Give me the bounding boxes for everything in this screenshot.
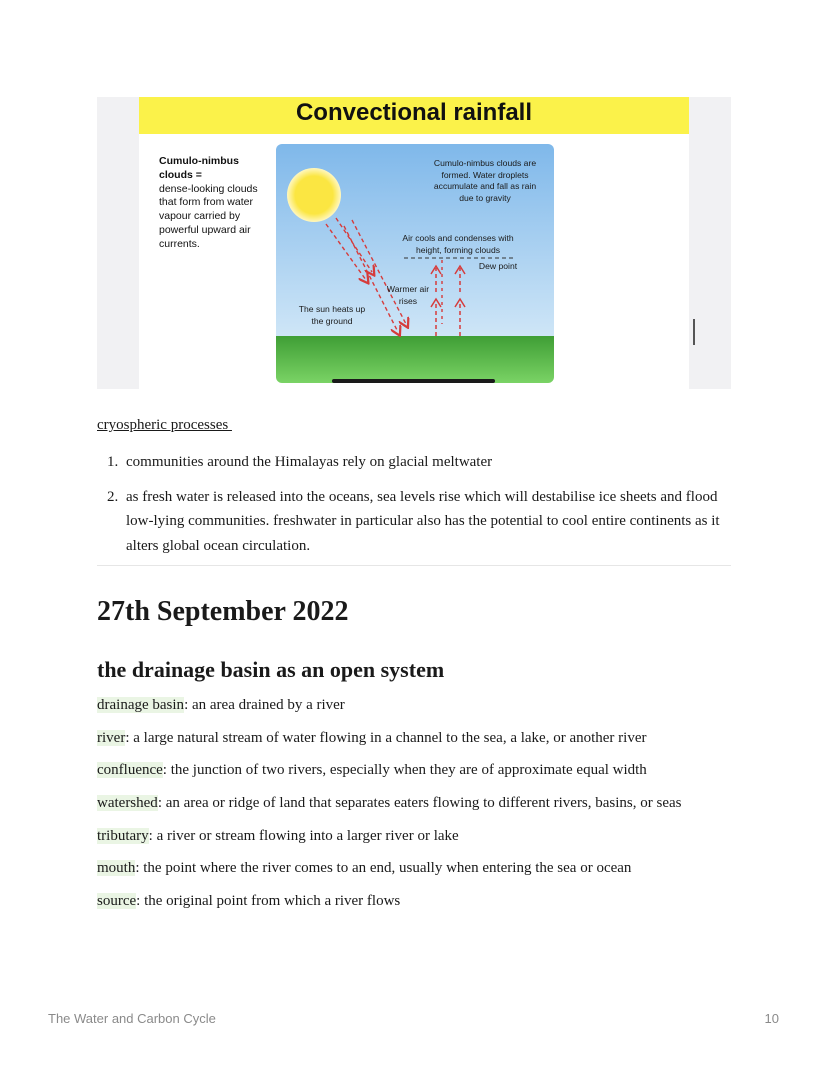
definition-row: [97, 727, 747, 760]
section-divider: [97, 565, 731, 566]
definition-row: [97, 792, 747, 825]
list-text: as fresh water is released into the oceans, sea levels rise which will destabilise ice sheets and flood low-lying communities. freshwater in particular also has the potential to cool entire continents as it alters global ocean circulation.: [126, 488, 720, 554]
label-warmer-air: Warmer air rises: [386, 284, 430, 306]
definition-term: confluence: [97, 762, 163, 779]
definition-row: [97, 825, 747, 858]
definition-term: mouth: [97, 860, 136, 877]
footer-document-title: The Water and Carbon Cycle: [48, 1011, 216, 1026]
label-clouds: Cumulo-nimbus clouds are formed. Water droplets accumulate and fall as rain due to gravity: [433, 158, 537, 203]
definition-text: : the point where the river comes to an end, usually when entering the sea or ocean: [135, 860, 632, 877]
list-item: [97, 450, 737, 475]
definition-text: : an area or ridge of land that separates eaters flowing to different rivers, basins, or seas: [157, 795, 682, 812]
cumulonimbus-definition: [159, 155, 269, 252]
definition-text: : a large natural stream of water flowing in a channel to the sea, a lake, or another river: [125, 729, 647, 746]
definition-text: : a river or stream flowing into a larger river or lake: [148, 827, 459, 844]
definition-row: [97, 890, 747, 923]
definition-text: : the junction of two rivers, especially when they are of approximate equal width: [162, 762, 647, 779]
label-dew-point: Dew point: [478, 261, 518, 271]
scrollbar-thumb[interactable]: [693, 319, 695, 345]
list-number: 1.: [107, 454, 119, 470]
definition-text: : the original point from which a river flows: [136, 893, 401, 910]
definition-term: drainage basin: [97, 697, 185, 713]
convection-diagram: [276, 144, 554, 383]
label-condense: Air cools and condenses with height, forming clouds: [402, 233, 514, 255]
ground: [276, 336, 554, 383]
slide-title: Convectional rainfall: [295, 99, 533, 126]
definition-text: dense-looking clouds that form from water vapour carried by powerful upward air currents.: [159, 182, 258, 250]
definition-term: watershed: [97, 795, 158, 812]
footer-page-number: 10: [764, 1011, 779, 1026]
definition-row: [97, 759, 747, 792]
cryospheric-list: [97, 450, 737, 568]
date-heading: 27th September 2022: [97, 596, 349, 627]
definition-row: [97, 694, 747, 727]
list-item: [97, 485, 737, 559]
cryospheric-heading: cryospheric processes: [97, 417, 232, 433]
definition-term: source: [97, 893, 137, 910]
definition-term: tributary: [97, 827, 149, 844]
definitions-list: [97, 694, 747, 923]
definition-text: : an area drained by a river: [184, 697, 345, 713]
list-number: 2.: [107, 488, 119, 505]
section-heading: the drainage basin as an open system: [97, 657, 445, 682]
home-indicator-bar: [332, 379, 495, 383]
sun-icon: [287, 168, 341, 222]
label-sun-heats: The sun heats up the ground: [298, 304, 366, 326]
definition-row: [97, 857, 747, 890]
list-text: communities around the Himalayas rely on glacial meltwater: [126, 454, 493, 470]
definition-term: river: [97, 729, 126, 746]
definition-term: Cumulo-nimbus clouds =: [159, 155, 239, 181]
